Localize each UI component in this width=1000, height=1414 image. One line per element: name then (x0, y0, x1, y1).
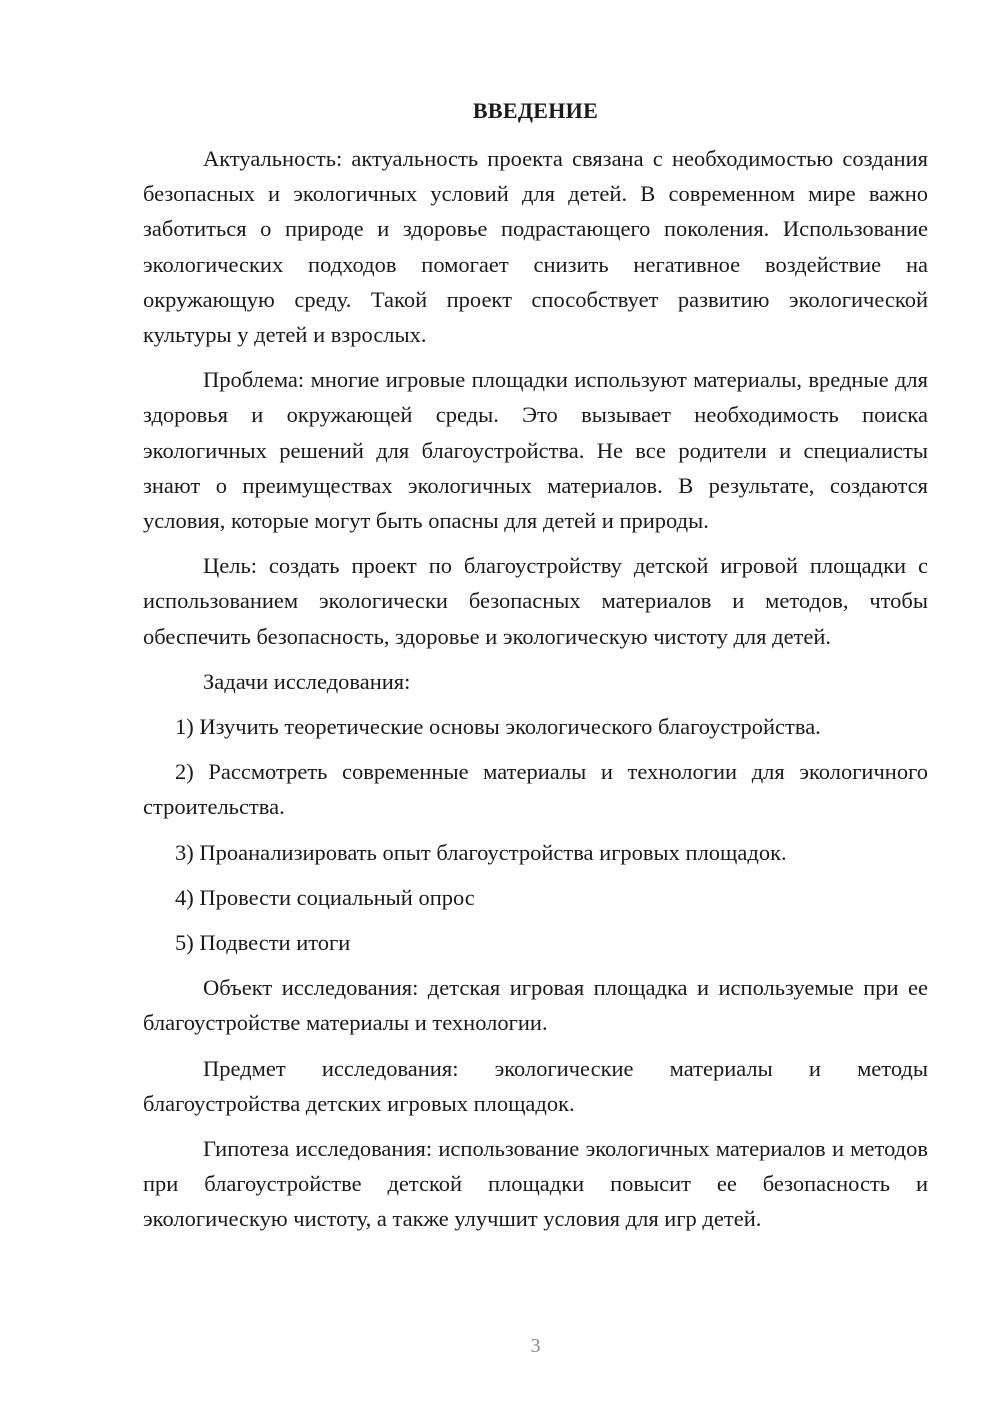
tasks-heading: Задачи исследования: (203, 668, 411, 694)
page-number: 3 (530, 1335, 541, 1357)
task-item-2: 2) Рассмотреть современные материалы и технологии для экологичного строительства. (143, 759, 928, 820)
paragraph-problem: Проблема: многие игровые площадки используют материалы, вредные для здоровья и окружающей среды. Это вызывает необходимость поиска экологичных решений для благоустройства. Не все родители и специалисты знают о преимуществах экологичных материалов. В результате, создаются условия, которые могут быть опасны для детей и природы. (143, 367, 928, 534)
paragraph-object: Объект исследования: детская игровая площадка и используемые при ее благоустройстве материалы и технологии. (143, 975, 928, 1036)
paragraph-goal: Цель: создать проект по благоустройству детской игровой площадки с использованием экологически безопасных материалов и методов, чтобы обеспечить безопасность, здоровье и экологическую чистоту для детей. (143, 553, 928, 649)
paragraph-subject: Предмет исследования: экологические материалы и методы благоустройства детских игровых площадок. (143, 1055, 928, 1116)
task-item-1: 1) Изучить теоретические основы экологического благоустройства. (175, 714, 821, 740)
page-title: ВВЕДЕНИЕ (472, 98, 599, 123)
paragraph-relevance: Актуальность: актуальность проекта связана с необходимостью создания безопасных и экологичных условий для детей. В современном мире важно заботиться о природе и здоровье подрастающего поколения. Использование экологических подходов помогает снизить негативное воздействие на окружающую среду. Такой проект способствует развитию экологической культуры у детей и взрослых. (143, 146, 928, 348)
task-item-3: 3) Проанализировать опыт благоустройства игровых площадок. (175, 839, 787, 865)
paragraph-hypothesis: Гипотеза исследования: использование экологичных материалов и методов при благоустройстве детской площадки повысит ее безопасность и экологическую чистоту, а также улучшит условия для игр детей. (143, 1136, 928, 1232)
task-item-4: 4) Провести социальный опрос (175, 884, 475, 910)
document-page (143, 0, 928, 1414)
task-item-5: 5) Подвести итоги (175, 930, 351, 956)
body-text (143, 141, 928, 1247)
